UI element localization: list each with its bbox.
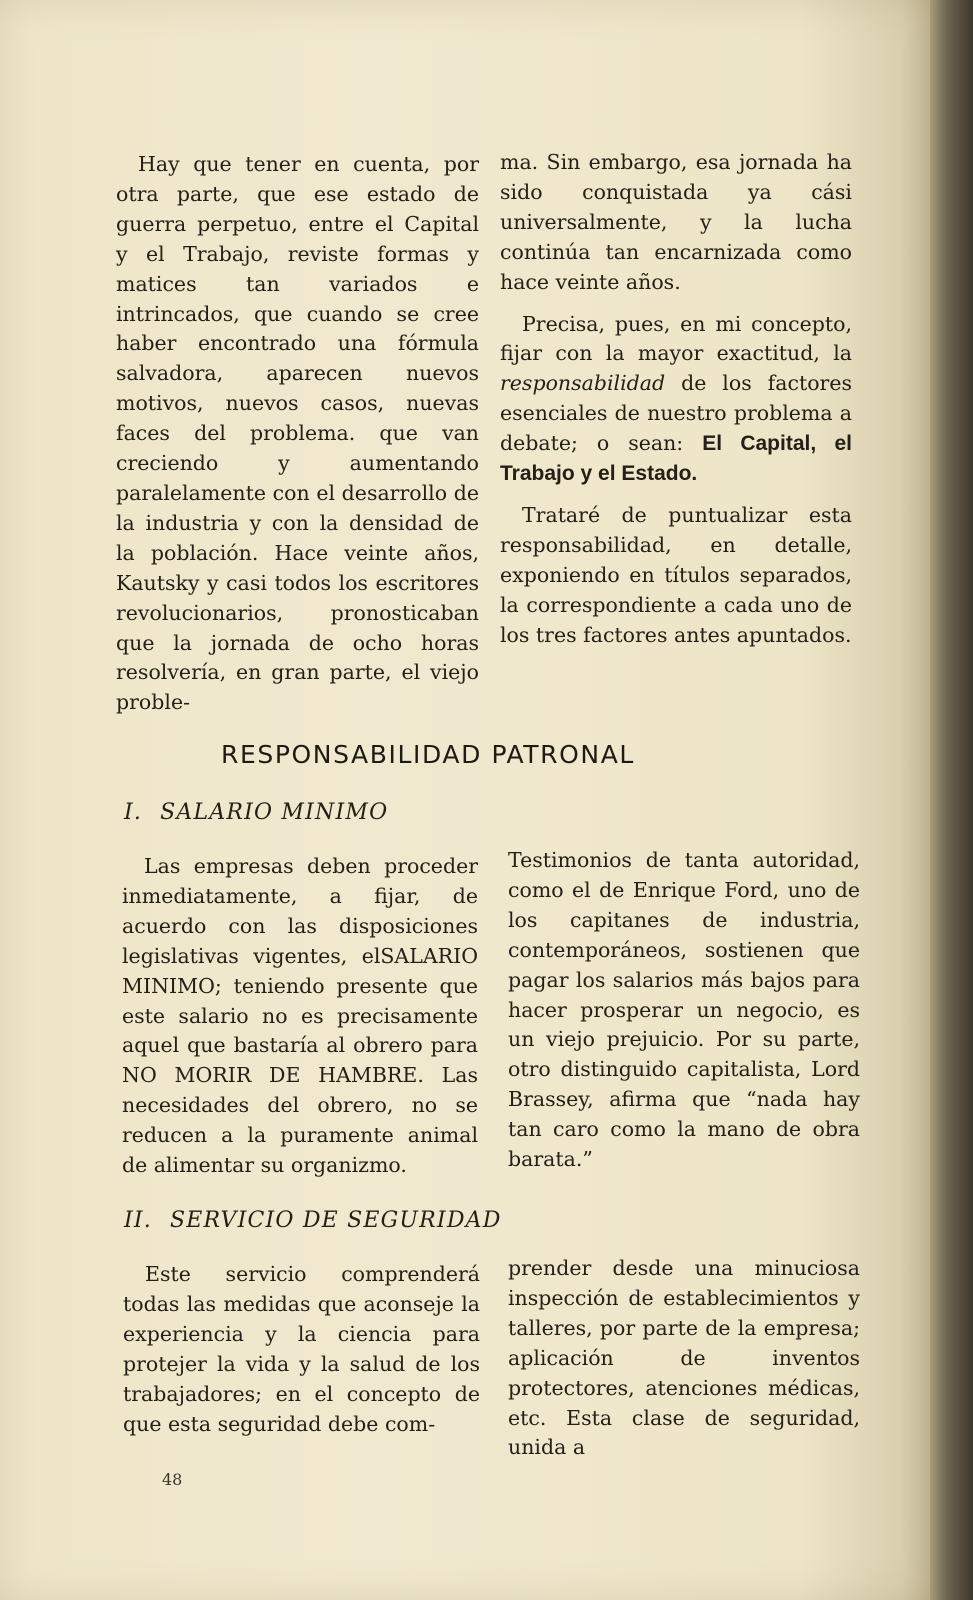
italic-term: responsabilidad xyxy=(500,371,666,396)
caps-text: SALARIO MINIMO xyxy=(122,943,478,998)
section2-left-column xyxy=(123,1260,480,1439)
text-run: de los factores esenciales de nuestro problema a debate; o sean: xyxy=(500,371,852,456)
subsection-title xyxy=(124,1208,502,1233)
section1-left-column xyxy=(122,852,478,1181)
subsection-number: II. xyxy=(124,1208,152,1233)
paragraph: Este servicio comprenderá todas las medidas que aconseje la experiencia y la ciencia para protejer la vida y la salud de los trabajadores; en el concepto de que esta seguridad debe com- xyxy=(123,1262,480,1436)
subsection-title xyxy=(124,800,388,825)
text-run: Las necesidades del obrero, no se reducen a la puramente animal de alimentar su organizmo. xyxy=(122,1063,478,1178)
paragraph: Hay que tener en cuenta, por otra parte, que ese estado de guerra perpetuo, entre el Capital y el Trabajo, reviste formas y matices tan variados e intrincados, que cuando se cree haber encontrado una fórmula salvadora, aparecen nuevos motivos, nuevos casos, nuevas faces del problema. que van creciendo y aumentando paralelamente con el desarrollo de la industria y con la densidad de la población. Hace veinte años, Kautsky y casi todos los escritores revolucionarios, pronosticaban que la jornada de ocho horas resolvería, en gran parte, el viejo proble- xyxy=(116,152,479,715)
section1-right-column xyxy=(508,846,860,1175)
text-run: ; teniendo presente que este salario no es precisamente aquel que bastaría al obrero para xyxy=(122,973,478,1058)
section-heading: RESPONSABILIDAD PATRONAL xyxy=(221,740,635,769)
section2-right-column xyxy=(508,1254,860,1463)
paragraph: Testimonios de tanta autoridad, como el de Enrique Ford, uno de los capitanes de industria, contemporáneos, sostienen que pagar los salarios más bajos para hacer prosperar un negocio, es un viejo prejuicio. Por su parte, otro distinguido capitalista, Lord Brassey, afirma que “nada hay tan caro como la mano de obra barata.” xyxy=(508,848,860,1172)
paragraph: Trataré de puntualizar esta responsabilidad, en detalle, exponiendo en títulos separados, la correspondiente a cada uno de los tres factores antes apuntados. xyxy=(500,502,852,647)
subsection-title-text: SERVICIO DE SEGURIDAD xyxy=(169,1208,502,1233)
caps-text: NO MORIR DE HAMBRE. xyxy=(122,1063,424,1088)
paragraph-continued: prender desde una minuciosa inspección de establecimientos y talleres, por parte de la empresa; aplicación de inventos protectores, atenciones médicas, etc. Esta clase de seguridad, unida a xyxy=(508,1256,860,1460)
paragraph xyxy=(122,852,478,1181)
bold-factors: El Capital, el Trabajo y el Estado. xyxy=(500,432,853,486)
top-left-column xyxy=(116,150,479,718)
text-run: Precisa, pues, en mi concepto, fijar con la mayor exactitud, la xyxy=(500,311,852,366)
subsection-number: I. xyxy=(124,800,143,825)
paragraph xyxy=(500,310,852,489)
text-run: Las empresas deben proceder inmediatamente, a fijar, de acuerdo con las disposiciones legislativas vigentes, el xyxy=(122,854,478,968)
paragraph-continued: ma. Sin embargo, esa jornada ha sido conquistada ya cási universalmente, y la lucha continúa tan encarnizada como hace veinte años. xyxy=(500,150,852,294)
book-binding-edge xyxy=(930,0,973,1600)
top-right-column xyxy=(500,148,852,651)
page-number: 48 xyxy=(162,1470,183,1489)
subsection-title-text: SALARIO MINIMO xyxy=(160,800,389,825)
